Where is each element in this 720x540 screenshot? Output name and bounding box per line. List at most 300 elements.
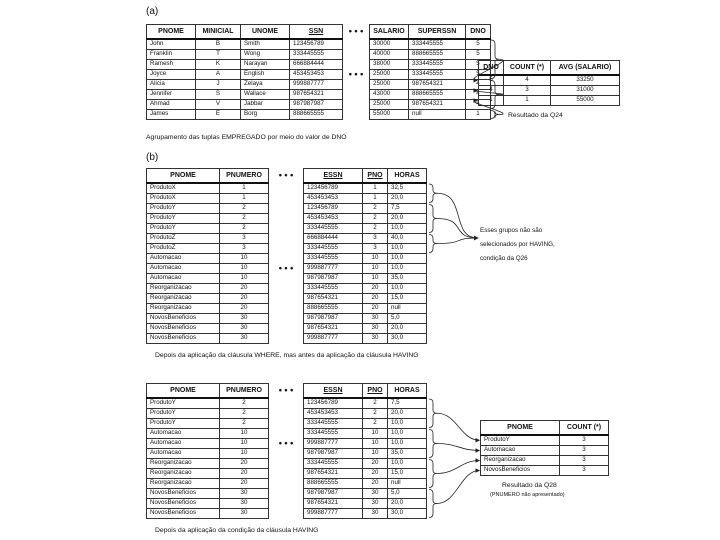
table-cell [269, 234, 304, 244]
table-cell: 40000 [370, 50, 409, 60]
table-cell: ProdutoX [147, 194, 220, 204]
table-cell: 20,0 [388, 409, 427, 419]
table-cell: Wong [241, 50, 290, 60]
table-cell: 333445555 [304, 224, 363, 234]
table-cell [343, 90, 370, 100]
works-on-row [147, 224, 427, 234]
table-cell: ProdutoY [147, 398, 220, 409]
table-cell: 30 [220, 499, 269, 509]
table-cell [269, 314, 304, 324]
note-arrow [437, 193, 478, 238]
table-cell [269, 459, 304, 469]
table-cell: NovosBeneficios [481, 466, 560, 476]
table-cell: ProdutoZ [147, 244, 220, 254]
table-cell: 20 [220, 284, 269, 294]
table-cell: 15,0 [388, 294, 427, 304]
table-cell: 3 [560, 446, 609, 456]
table-cell: 2 [363, 214, 388, 224]
table-cell: 999887777 [304, 264, 363, 274]
table-cell: John [147, 39, 196, 50]
table-cell: Reorganizacao [147, 479, 220, 489]
table-cell: V [196, 100, 241, 110]
col-pnumero: PNUMERO [220, 384, 269, 399]
table-cell [269, 254, 304, 264]
caption-before-having: Depois da aplicação da cláusula WHERE, mas antes da aplicação da cláusula HAVING [155, 352, 419, 359]
table-cell: 20 [220, 469, 269, 479]
table-cell: Zelaya [241, 80, 290, 90]
works-on-row [147, 459, 427, 469]
table-cell: 10,0 [388, 284, 427, 294]
table-cell: 10 [363, 429, 388, 439]
table-cell: 1 [363, 183, 388, 194]
table-cell [269, 304, 304, 314]
group-brace [429, 235, 437, 253]
works-on-row [147, 244, 427, 254]
group-brace [429, 460, 437, 488]
table-cell [269, 409, 304, 419]
table-cell: 333445555 [304, 429, 363, 439]
table-cell: Automacao [147, 449, 220, 459]
table-cell: 4 [479, 86, 504, 96]
table-cell: 3 [560, 456, 609, 466]
table-cell: 3 [560, 435, 609, 446]
col-ellipsis: • • • [269, 384, 304, 399]
table-cell [269, 398, 304, 409]
table-cell: Reorganizacao [147, 294, 220, 304]
result-col-count: COUNT (*) [504, 61, 551, 76]
table-cell: NovosBeneficios [147, 489, 220, 499]
works-on-row [147, 274, 427, 284]
table-cell: 333445555 [409, 60, 466, 70]
table-cell: 2 [220, 409, 269, 419]
table-cell: 888665555 [304, 479, 363, 489]
table-cell: Joyce [147, 70, 196, 80]
result-row [479, 86, 620, 96]
table-cell: Reorganizacao [147, 284, 220, 294]
table-cell: 3 [363, 234, 388, 244]
table-cell [269, 499, 304, 509]
table-cell: ProdutoX [147, 183, 220, 194]
table-cell: 38000 [370, 60, 409, 70]
col-pnumero: PNUMERO [220, 169, 269, 184]
table-cell: 5,0 [388, 314, 427, 324]
table-cell: Jennifer [147, 90, 196, 100]
employee-row [147, 110, 491, 120]
table-cell [269, 334, 304, 344]
table-cell: 30 [220, 489, 269, 499]
works-on-row [147, 509, 427, 519]
table-cell: S [196, 90, 241, 100]
table-cell: 3 [220, 234, 269, 244]
table-cell: 32,5 [388, 183, 427, 194]
table-cell: 10 [363, 264, 388, 274]
table-cell: ProdutoY [147, 419, 220, 429]
table-cell: 987987987 [304, 314, 363, 324]
table-cell: 3 [363, 244, 388, 254]
table-cell: 30,0 [388, 509, 427, 519]
table-cell: ProdutoY [481, 435, 560, 446]
table-cell: 20 [363, 284, 388, 294]
table-cell: 3 [560, 466, 609, 476]
q28-result-table [480, 420, 609, 476]
table-cell: 30 [220, 509, 269, 519]
table-cell: 987987987 [304, 274, 363, 284]
table-cell: 1 [220, 194, 269, 204]
table-cell: 7,5 [388, 398, 427, 409]
table-cell: 30 [220, 334, 269, 344]
table-cell: K [196, 60, 241, 70]
table-cell [269, 294, 304, 304]
col-pnome: PNOME [147, 25, 196, 40]
table-cell: 987654321 [304, 469, 363, 479]
result-row [481, 466, 609, 476]
table-cell: 987987987 [290, 100, 343, 110]
table-cell: Reorganizacao [481, 456, 560, 466]
q28-note: (PNUMERO não apresentado) [490, 492, 565, 498]
table-cell: 31000 [551, 86, 620, 96]
table-cell: 30 [220, 324, 269, 334]
note-arrow [437, 238, 478, 244]
table-cell: • • • [269, 439, 304, 449]
result-row [481, 446, 609, 456]
table-cell: 20 [363, 294, 388, 304]
table-cell: 2 [220, 224, 269, 234]
table-cell [269, 183, 304, 194]
group-brace [491, 111, 499, 119]
table-cell: Automacao [147, 264, 220, 274]
col-minicial: MINICIAL [196, 25, 241, 40]
table-cell: 10,0 [388, 429, 427, 439]
group-brace [429, 184, 437, 203]
works-on-row [147, 264, 427, 274]
table-cell: 30 [220, 314, 269, 324]
table-cell: 333445555 [409, 70, 466, 80]
works-on-row [147, 214, 427, 224]
result-col-avg: AVG (SALARIO) [551, 61, 620, 76]
table-cell: 2 [220, 398, 269, 409]
works-on-row [147, 334, 427, 344]
table-cell: 20 [220, 294, 269, 304]
table-cell: 10 [220, 274, 269, 284]
table-cell: Reorganizacao [147, 304, 220, 314]
employee-row [147, 50, 491, 60]
table-cell: NovosBeneficios [147, 334, 220, 344]
table-cell: 666884444 [290, 60, 343, 70]
works-on-row [147, 419, 427, 429]
result-row [481, 435, 609, 446]
table-cell: 987654321 [304, 324, 363, 334]
works-on-row [147, 489, 427, 499]
table-cell: Borg [241, 110, 290, 120]
table-cell: 987654321 [290, 90, 343, 100]
table-cell: 2 [220, 419, 269, 429]
q24-caption: Resultado da Q24 [508, 112, 563, 119]
table-cell: Ramesh [147, 60, 196, 70]
table-cell: ProdutoY [147, 409, 220, 419]
table-cell: 10 [220, 449, 269, 459]
table-cell: 55000 [370, 110, 409, 120]
works-on-row [147, 314, 427, 324]
table-cell: 30 [363, 334, 388, 344]
table-cell: 35,0 [388, 274, 427, 284]
table-cell: 1 [220, 183, 269, 194]
table-cell: 5 [466, 60, 491, 70]
works-on-table-after-having [146, 383, 427, 519]
table-cell: ProdutoZ [147, 234, 220, 244]
table-cell: Ahmad [147, 100, 196, 110]
table-cell: 30,0 [388, 334, 427, 344]
table-cell: 888665555 [409, 90, 466, 100]
group-brace [429, 430, 437, 458]
table-cell: 30 [363, 499, 388, 509]
table-cell: 30000 [370, 39, 409, 50]
table-cell [269, 419, 304, 429]
result-col-pnome: PNOME [481, 421, 560, 436]
q28-caption: Resultado da Q28 [502, 482, 557, 489]
table-cell: Jabbar [241, 100, 290, 110]
table-cell [269, 224, 304, 234]
table-cell: 888665555 [290, 110, 343, 120]
table-cell: NovosBeneficios [147, 314, 220, 324]
table-cell: 10,0 [388, 244, 427, 254]
part-b-label: (b) [146, 152, 159, 163]
table-cell: 5 [466, 39, 491, 50]
table-cell: 20,0 [388, 324, 427, 334]
table-cell: 33250 [551, 75, 620, 86]
result-col-dno: DNO [479, 61, 504, 76]
works-on-row [147, 183, 427, 194]
works-on-row [147, 284, 427, 294]
table-cell: 4 [504, 75, 551, 86]
table-cell [269, 244, 304, 254]
table-cell: 30 [363, 509, 388, 519]
table-cell: 5 [466, 70, 491, 80]
result-col-count: COUNT (*) [560, 421, 609, 436]
table-cell: 333445555 [409, 39, 466, 50]
table-cell: 20 [220, 479, 269, 489]
employee-row [147, 70, 491, 80]
table-cell: 20 [220, 459, 269, 469]
table-cell: 30 [363, 324, 388, 334]
table-cell: 2 [220, 204, 269, 214]
table-cell: 987987987 [304, 449, 363, 459]
table-cell: 4 [466, 100, 491, 110]
table-cell: 10 [220, 254, 269, 264]
result-row [481, 456, 609, 466]
table-cell: Automacao [147, 254, 220, 264]
table-cell: NovosBeneficios [147, 324, 220, 334]
table-cell: 20 [363, 304, 388, 314]
works-on-row [147, 234, 427, 244]
col-salario: SALARIO [370, 25, 409, 40]
table-cell: null [388, 479, 427, 489]
table-cell: Reorganizacao [147, 459, 220, 469]
group-arrow [437, 461, 480, 474]
table-cell: 987654321 [304, 294, 363, 304]
table-cell: 10 [220, 439, 269, 449]
table-cell [269, 449, 304, 459]
table-cell: 987987987 [304, 489, 363, 499]
table-cell [269, 429, 304, 439]
table-cell: 10,0 [388, 224, 427, 234]
table-cell: 10,0 [388, 254, 427, 264]
table-cell: Automacao [481, 446, 560, 456]
table-cell [269, 194, 304, 204]
table-cell: 43000 [370, 90, 409, 100]
table-cell: 123456789 [304, 398, 363, 409]
employee-row [147, 80, 491, 90]
group-brace [429, 399, 437, 428]
col-ellipsis: • • • [269, 169, 304, 184]
table-cell: 15,0 [388, 469, 427, 479]
col-horas: HORAS [388, 169, 427, 184]
table-cell: 35,0 [388, 449, 427, 459]
table-cell: 666884444 [304, 234, 363, 244]
table-cell: 2 [363, 224, 388, 234]
table-cell: 2 [220, 214, 269, 224]
table-cell [343, 100, 370, 110]
table-cell: 453453453 [304, 194, 363, 204]
table-cell: 25000 [370, 100, 409, 110]
table-cell [269, 214, 304, 224]
table-cell: 987654321 [304, 499, 363, 509]
table-cell: 10 [220, 429, 269, 439]
employee-row [147, 39, 491, 50]
not-selected-note [480, 224, 555, 266]
group-brace [429, 490, 437, 518]
table-cell: null [388, 304, 427, 314]
table-cell: Smith [241, 39, 290, 50]
table-cell: 999887777 [290, 80, 343, 90]
table-cell: James [147, 110, 196, 120]
table-cell: 20,0 [388, 194, 427, 204]
table-cell: J [196, 80, 241, 90]
table-cell: 4 [466, 80, 491, 90]
table-cell: Wallace [241, 90, 290, 100]
table-cell [343, 80, 370, 90]
group-brace [429, 205, 437, 233]
table-cell: Automacao [147, 439, 220, 449]
part-a-label: (a) [146, 6, 159, 17]
table-cell: 20 [363, 469, 388, 479]
table-cell [269, 469, 304, 479]
table-cell: 10,0 [388, 439, 427, 449]
table-cell: 10,0 [388, 264, 427, 274]
table-cell [269, 284, 304, 294]
table-cell: 999887777 [304, 509, 363, 519]
works-on-row [147, 449, 427, 459]
table-cell [343, 50, 370, 60]
table-cell: 5 [479, 75, 504, 86]
employee-row [147, 100, 491, 110]
table-cell: 10 [363, 254, 388, 264]
col-unome: UNOME [241, 25, 290, 40]
table-cell: 10 [220, 264, 269, 274]
works-on-row [147, 499, 427, 509]
note-line-2: selecionados por HAVING, [480, 241, 555, 248]
table-cell: 10 [363, 439, 388, 449]
col-pnome: PNOME [147, 384, 220, 399]
note-line-1: Esses grupos não são [480, 227, 543, 234]
table-cell: NovosBeneficios [147, 509, 220, 519]
table-cell: 888665555 [409, 50, 466, 60]
table-cell: Narayan [241, 60, 290, 70]
table-cell: 30 [363, 489, 388, 499]
col-dno: DNO [466, 25, 491, 40]
works-on-row [147, 194, 427, 204]
table-cell: ProdutoY [147, 224, 220, 234]
table-cell: 999887777 [304, 334, 363, 344]
table-cell: 123456789 [290, 39, 343, 50]
table-cell: ProdutoY [147, 204, 220, 214]
table-cell: 25000 [370, 80, 409, 90]
table-cell: Automacao [147, 429, 220, 439]
table-cell [343, 60, 370, 70]
table-cell [269, 324, 304, 334]
table-cell: 20,0 [388, 214, 427, 224]
table-cell: 1 [363, 194, 388, 204]
table-cell: B [196, 39, 241, 50]
table-cell: NovosBeneficios [147, 499, 220, 509]
works-on-row [147, 304, 427, 314]
table-cell: 3 [220, 244, 269, 254]
table-cell: 2 [363, 409, 388, 419]
works-on-row [147, 294, 427, 304]
table-cell: 453453453 [304, 409, 363, 419]
table-cell: T [196, 50, 241, 60]
table-cell [343, 110, 370, 120]
col-superssn: SUPERSSN [409, 25, 466, 40]
table-cell: 7,5 [388, 204, 427, 214]
table-cell: 30 [363, 314, 388, 324]
col-pnome: PNOME [147, 169, 220, 184]
table-cell: 3 [504, 86, 551, 96]
table-cell: 333445555 [290, 50, 343, 60]
table-cell: 333445555 [304, 459, 363, 469]
table-cell: 888665555 [304, 304, 363, 314]
part-a-caption: Agrupamento das tuplas EMPREGADO por meio do valor de DNO [146, 134, 347, 141]
table-cell [269, 509, 304, 519]
table-cell: • • • [269, 264, 304, 274]
table-cell: 20 [220, 304, 269, 314]
table-cell: 987654321 [409, 80, 466, 90]
col-ssn: SSN [290, 25, 343, 40]
table-cell: ProdutoY [147, 214, 220, 224]
group-arrow [437, 444, 480, 451]
table-cell: 1 [504, 96, 551, 106]
table-cell: 55000 [551, 96, 620, 106]
employee-row [147, 90, 491, 100]
table-cell: Reorganizacao [147, 469, 220, 479]
table-cell: 2 [363, 419, 388, 429]
table-cell: 5 [466, 50, 491, 60]
table-cell: Alicia [147, 80, 196, 90]
table-cell [269, 204, 304, 214]
table-cell: 10,0 [388, 419, 427, 429]
works-on-row [147, 398, 427, 409]
table-cell: 20 [363, 459, 388, 469]
table-cell [343, 39, 370, 50]
q24-result-table [478, 60, 620, 106]
table-cell: 5,0 [388, 489, 427, 499]
table-cell: 10 [363, 449, 388, 459]
table-cell: 453453453 [290, 70, 343, 80]
table-cell [269, 479, 304, 489]
table-cell: 2 [363, 204, 388, 214]
table-cell: 987654321 [409, 100, 466, 110]
col-horas: HORAS [388, 384, 427, 399]
table-cell: 453453453 [304, 214, 363, 224]
